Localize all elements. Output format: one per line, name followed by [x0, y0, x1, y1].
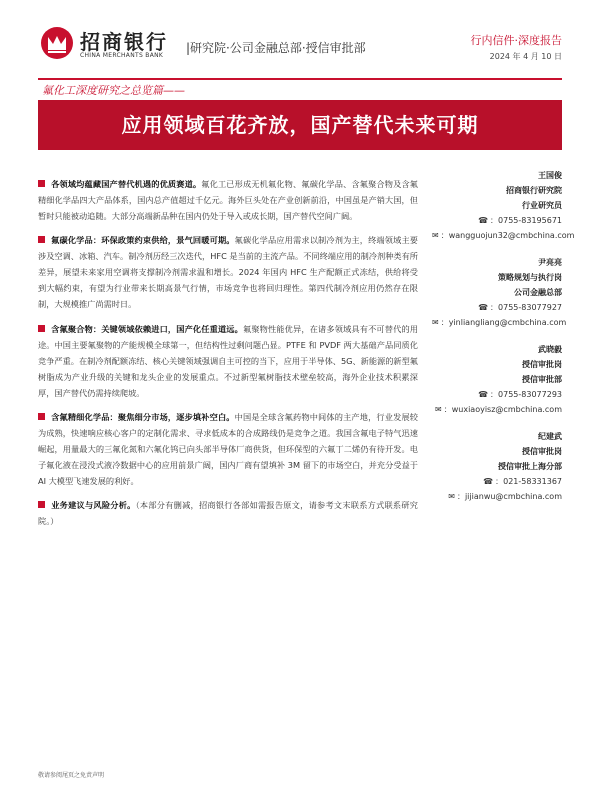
analyst-org: 授信审批部	[522, 375, 562, 384]
analyst-email[interactable]: ✉ ：wangguojun32@cmbchina.com	[432, 231, 575, 240]
report-date: 2024 年 4 月 10 日	[489, 52, 562, 61]
paragraph-text: （本部分有删减，招商银行各部如需报告原文，请参考文末联系方式联系研究院。）	[38, 499, 418, 526]
series-title-bar	[38, 78, 562, 98]
email-address[interactable]: wangguojun32@cmbchina.com	[448, 231, 575, 240]
analyst-name: 尹亮亮	[538, 258, 562, 267]
summary-paragraph	[38, 176, 418, 224]
analyst-card	[432, 168, 575, 243]
bank-name-en: CHINA MERCHANTS BANK	[80, 52, 164, 59]
analyst-email[interactable]: ✉ ：jijianwu@cmbchina.com	[448, 492, 562, 501]
analyst-name: 武晓毅	[538, 345, 562, 354]
phone-number: 0755-83077293	[498, 390, 562, 399]
summary-paragraph	[38, 497, 418, 529]
bullet-square-icon	[38, 325, 45, 332]
phone-icon: ☎	[483, 477, 494, 486]
summary-body	[38, 168, 418, 531]
bullet-square-icon	[38, 236, 45, 243]
phone-number: 0755-83195671	[498, 216, 562, 225]
email-address[interactable]: yinliangliang@cmbchina.com	[448, 318, 567, 327]
summary-paragraph	[38, 409, 418, 489]
phone-icon: ☎	[478, 390, 489, 399]
paragraph-text: 氟碳化学品应用需求以制冷剂为主，终端领域主要涉及空调、冰箱、汽车。制冷剂历经三次迭代，HFC 是当前的主流产品。不同终端应用的制冷剂种类有所差异，展望未来家用空调将支撑制冷剂需求温和增长。2024 年国内 HFC 生产配额正式冻结，供给将受到大幅约束，有望为行业带来长期高景气行情，市场竞争也将回归理性。第四代制冷剂应用仍然存在限制，大规模推广尚需时日。	[38, 235, 418, 310]
email-address[interactable]: jijianwu@cmbchina.com	[464, 492, 562, 501]
analyst-email[interactable]: ✉ ：wuxiaoyisz@cmbchina.com	[435, 405, 562, 414]
paragraph-text: 中国是全球含氟药物中间体的主产地，行业发展较为成熟，快速响应核心客户的定制化需求、寻求低成本的合成路线仍是竞争之道。我国含氟电子特气迅速崛起，用量最大的三氟化氮和六氟化钨已向头部半导体厂商供货，但环保型的六氟丁二烯仍有待开发。电子氟化液在浸没式液冷数据中心的应用前景广阔，国内厂商有望填补 3M 留下的市场空白，并充分受益于 AI 大模型飞速发展的利好。	[38, 411, 418, 486]
email-icon: ✉	[435, 405, 442, 414]
paragraph-lead: 氟碳化学品：环保政策约束供给，景气回暖可期。	[51, 235, 235, 246]
paragraph-lead: 含氟聚合物：关键领域依赖进口，国产化任重道远。	[51, 323, 243, 334]
analyst-org: 公司金融总部	[514, 288, 562, 297]
analyst-phone: ☎ ：0755-83077293	[478, 390, 562, 399]
phone-icon: ☎	[478, 303, 489, 312]
bullet-square-icon	[38, 180, 45, 187]
analyst-role: 授信审批岗	[522, 447, 562, 456]
report-title: 应用领域百花齐放，国产替代未来可期	[121, 113, 479, 137]
phone-icon: ☎	[478, 216, 489, 225]
paragraph-text: 氟化工已形成无机氟化物、氟碳化学品、含氟聚合物及含氟精细化学品四大产品体系，国内总产值超过千亿元。海外巨头处在产业创新前沿，中国虽是产销大国，但暂时只能被动追随。大部分高端新品种在国内仍处于导入或成长期，国产替代空间广阔。	[38, 179, 418, 222]
bullet-square-icon	[38, 501, 45, 508]
report-header	[38, 20, 562, 72]
analyst-email[interactable]: ✉ ：yinliangliang@cmbchina.com	[432, 318, 567, 327]
series-title: 氟化工深度研究之总览篇——	[42, 84, 185, 97]
paragraph-lead: 含氟精细化学品：聚焦细分市场，逐步填补空白。	[51, 411, 235, 422]
email-icon: ✉	[432, 231, 439, 240]
analyst-card	[432, 429, 562, 504]
paragraph-lead: 业务建议与风险分析。	[51, 499, 136, 510]
summary-paragraph	[38, 321, 418, 401]
summary-paragraph	[38, 232, 418, 312]
department-line: |研究院·公司金融总部·授信审批部	[186, 41, 366, 55]
email-icon: ✉	[448, 492, 455, 501]
analyst-name: 纪建武	[538, 432, 562, 441]
paragraph-text: 氟聚物性能优异，在诸多领域具有不可替代的用途。中国主要氟聚物的产能规模全球第一，但结构性过剩问题凸显。PTFE 和 PVDF 两大基础产品同质化竞争严重。在制冷剂配额冻结、核心关键领域强调自主可控的当下，应用于半导体、5G、新能源的新型氟树脂成为产业升级的关键和龙头企业的发展重点。不过新型氟树脂技术壁垒较高，海外企业技术积累深厚，国产替代仍需持续爬坡。	[38, 323, 418, 398]
analyst-role: 策略规划与执行岗	[498, 273, 562, 282]
phone-number: 0755-83077927	[498, 303, 562, 312]
analyst-org: 授信审批上海分部	[498, 462, 562, 471]
cmb-logo-icon	[40, 26, 74, 60]
phone-number: 021-58331367	[503, 477, 562, 486]
report-type: 行内信件·深度报告	[470, 34, 562, 47]
bank-name-cn: 招商银行	[80, 30, 168, 54]
analyst-card	[432, 342, 562, 417]
analyst-org: 招商银行研究院	[506, 186, 562, 195]
analyst-sidebar	[432, 168, 575, 516]
analyst-role: 行业研究员	[522, 201, 562, 210]
analyst-card	[432, 255, 567, 330]
analyst-role: 授信审批岗	[522, 360, 562, 369]
email-icon: ✉	[432, 318, 439, 327]
report-title-banner	[38, 100, 562, 150]
disclaimer-note: 敬请参阅尾页之免责声明	[38, 772, 105, 779]
email-address[interactable]: wuxiaoyisz@cmbchina.com	[451, 405, 562, 414]
paragraph-lead: 各领域均蕴藏国产替代机遇的优质赛道。	[51, 179, 202, 190]
bullet-square-icon	[38, 413, 45, 420]
analyst-phone: ☎ ：0755-83077927	[478, 303, 562, 312]
analyst-phone: ☎ ：021-58331367	[483, 477, 562, 486]
analyst-name: 王国俊	[538, 171, 562, 180]
analyst-phone: ☎ ：0755-83195671	[478, 216, 562, 225]
